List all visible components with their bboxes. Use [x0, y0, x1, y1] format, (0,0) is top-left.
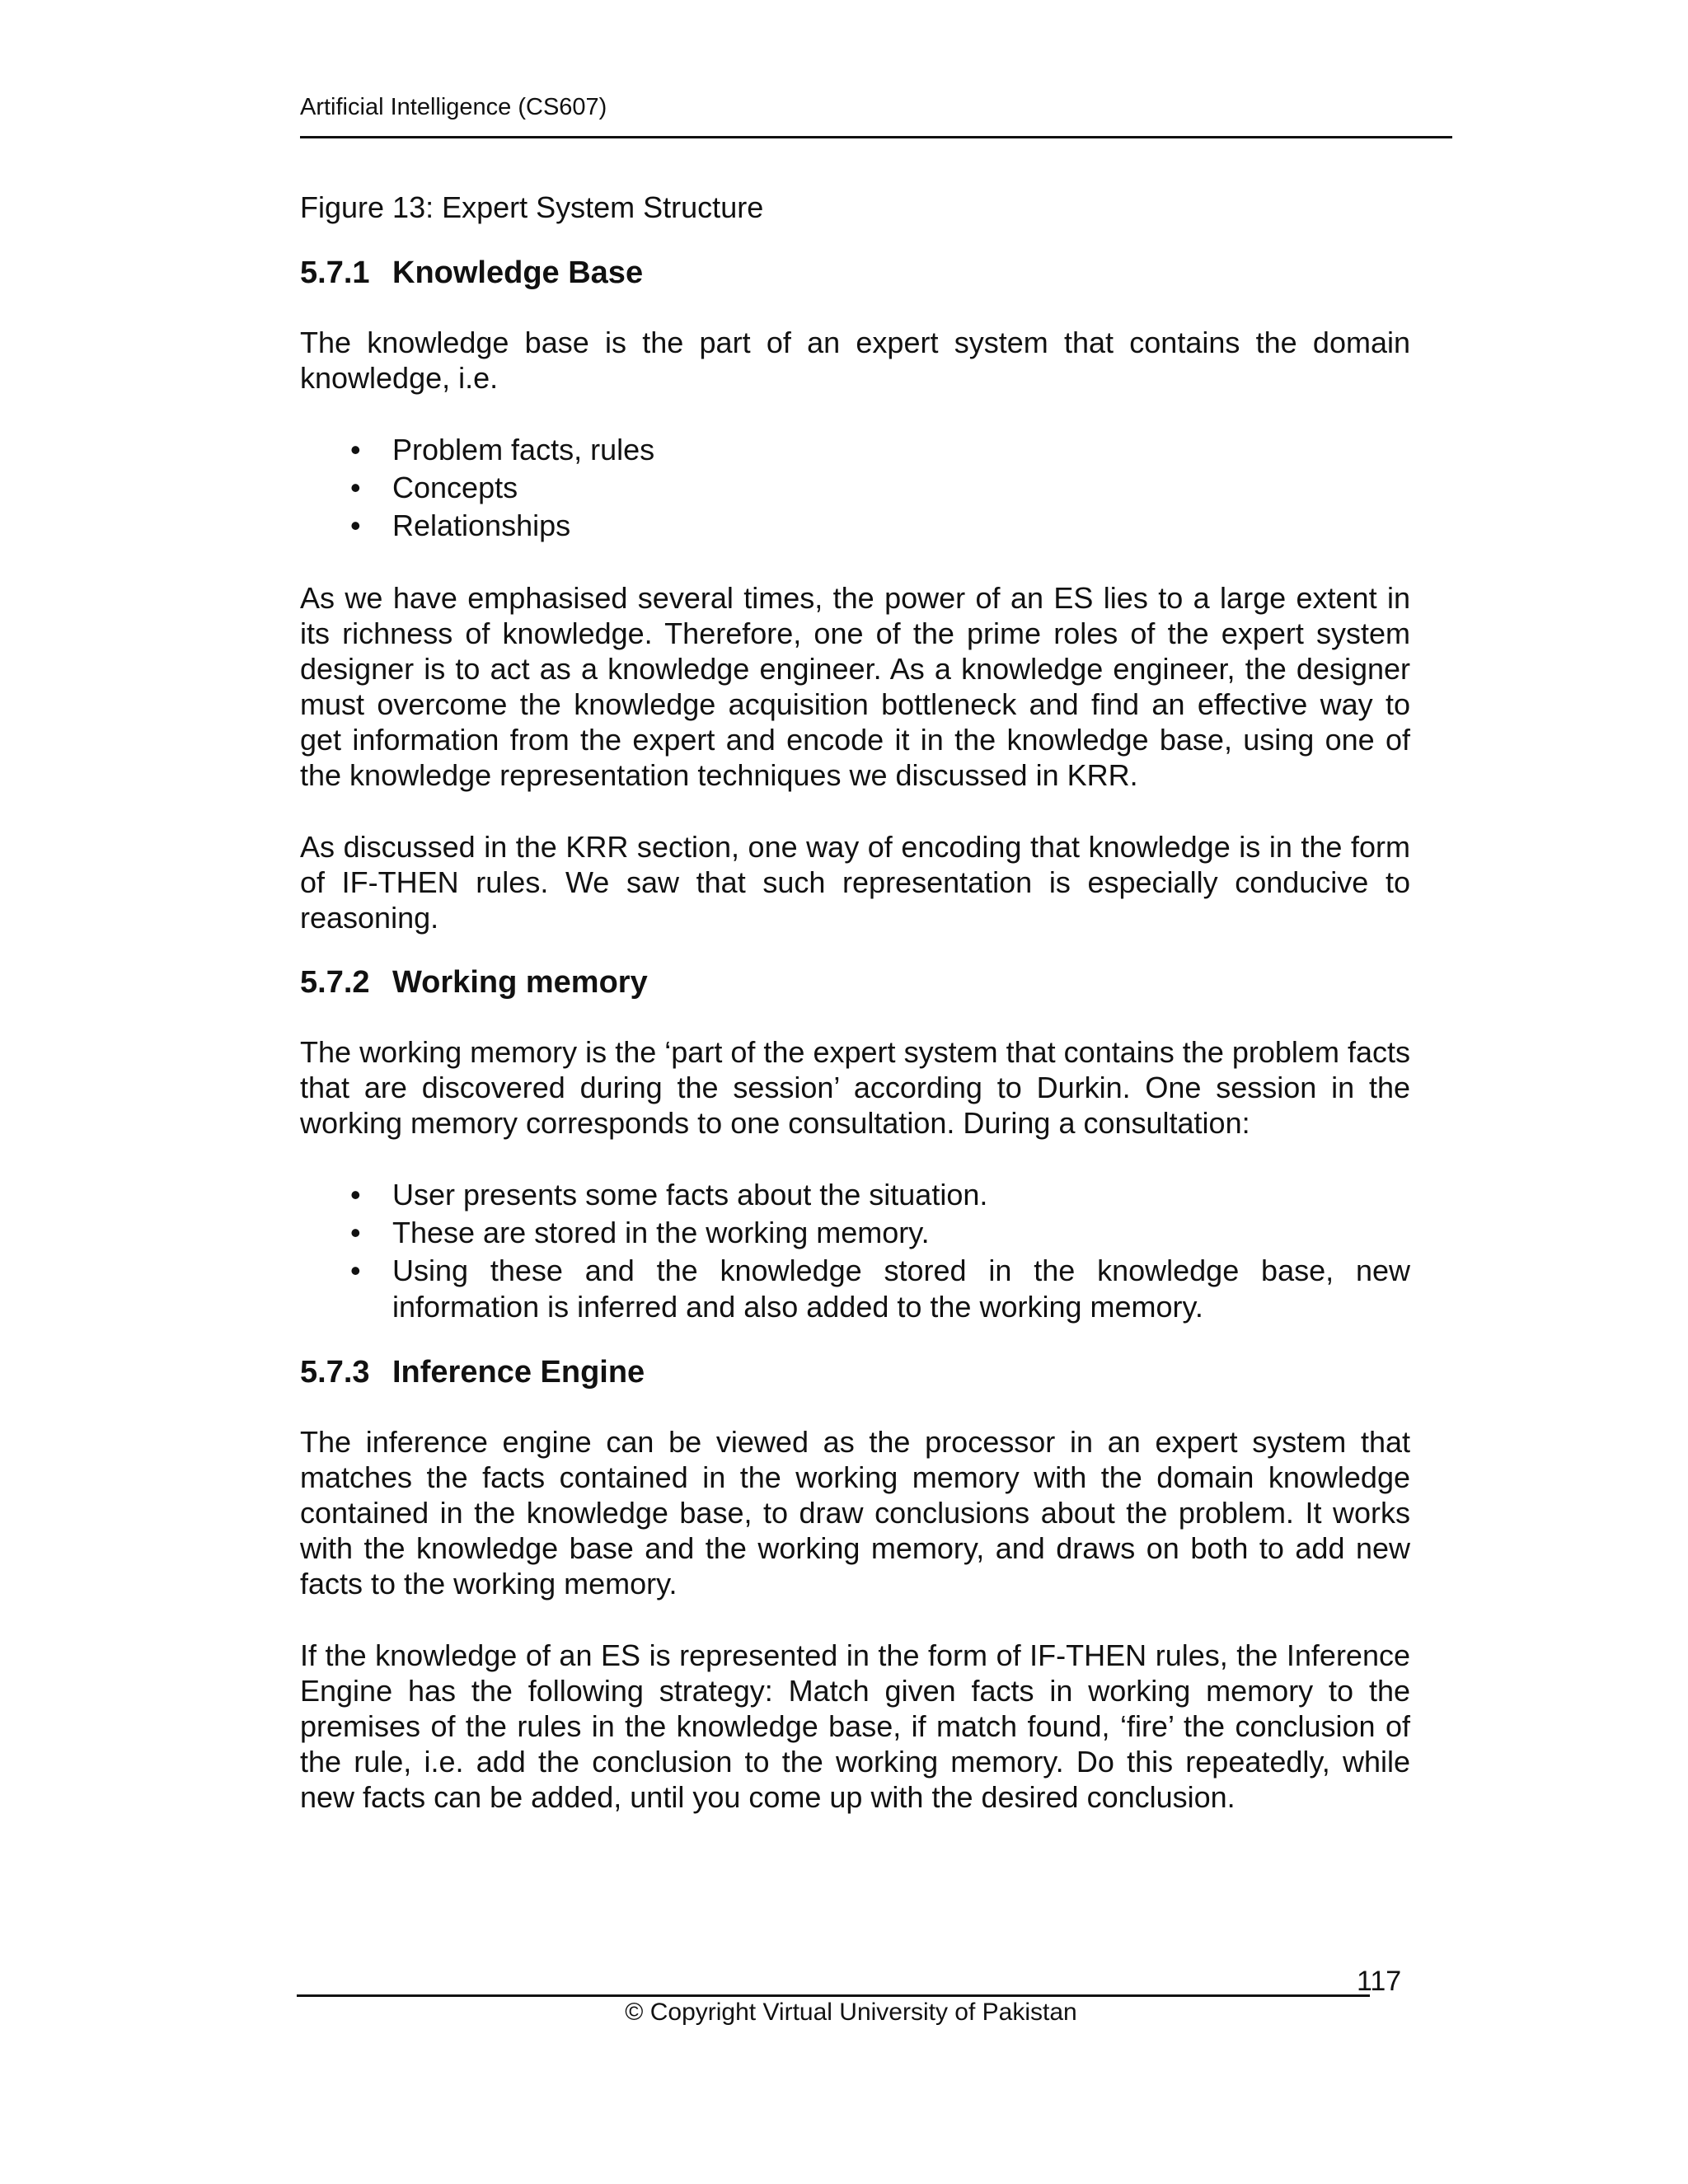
knowledge-base-list — [300, 432, 1410, 544]
knowledge-base-intro: The knowledge base is the part of an expert system that contains the domain knowledge, i.e. — [300, 326, 1410, 395]
heading-working-memory — [300, 963, 1410, 1001]
section-title: Inference Engine — [392, 1355, 645, 1390]
working-memory-list — [300, 1177, 1410, 1325]
list-item-text: User presents some facts about the situation. — [392, 1178, 988, 1212]
list-item-text: Concepts — [392, 471, 518, 504]
bullet-icon: • — [350, 1216, 361, 1249]
copyright-notice: © Copyright Virtual University of Pakistan — [625, 1999, 1077, 2026]
inference-engine-paragraph: If the knowledge of an ES is represented in the form of IF-THEN rules, the Inference Engine has the following strategy: Match given facts in working memory to the premises of the rules in the knowledge base, if match found, ‘fire’ the conclusion of the rule, i.e. add the conclusion to the working memory. Do this repeatedly, while new facts can be added, until you come up with the desired conclusion. — [300, 1638, 1410, 1814]
figure-caption: Figure 13: Expert System Structure — [300, 190, 764, 224]
list-item-text: Problem facts, rules — [392, 433, 655, 466]
bullet-icon: • — [350, 1254, 361, 1287]
list-item-text: Using these and the knowledge stored in the knowledge base, new information is inferred and also added to the working memory. — [392, 1254, 1410, 1324]
course-title: Artificial Intelligence (CS607) — [300, 94, 607, 120]
page-number: 117 — [1357, 1966, 1402, 1997]
list-item — [300, 1253, 1410, 1325]
knowledge-base-paragraph: As we have emphasised several times, the power of an ES lies to a large extent in its richness of knowledge. Therefore, one of the prime roles of the expert system designer is to act as a knowledge engineer. As a knowledge engineer, the designer must overcome the knowledge acquisition bottleneck and find an effective way to get information from the expert and encode it in the knowledge base, using one of the knowledge representation techniques we discussed in KRR. — [300, 581, 1410, 792]
bullet-icon: • — [350, 433, 361, 466]
page-content — [300, 190, 1410, 1815]
knowledge-base-paragraph: As discussed in the KRR section, one way of encoding that knowledge is in the form of IF-THEN rules. We saw that such representation is especially conducive to reasoning. — [300, 830, 1410, 935]
list-item-text: Relationships — [392, 509, 571, 542]
section-title: Knowledge Base — [392, 255, 644, 290]
list-item — [300, 432, 1410, 468]
bullet-icon: • — [350, 509, 361, 542]
section-number: 5.7.1 — [300, 255, 370, 290]
heading-inference-engine — [300, 1353, 1410, 1391]
list-item-text: These are stored in the working memory. — [392, 1216, 930, 1249]
heading-knowledge-base — [300, 254, 1410, 292]
section-number: 5.7.3 — [300, 1355, 370, 1390]
header-divider — [300, 136, 1452, 138]
bullet-icon: • — [350, 1178, 361, 1212]
list-item — [300, 1177, 1410, 1213]
list-item — [300, 1215, 1410, 1251]
list-item — [300, 508, 1410, 544]
working-memory-intro: The working memory is the ‘part of the expert system that contains the problem facts that are discovered during the session’ according to Durkin. One session in the working memory corresponds to one consultation. During a consultation: — [300, 1035, 1410, 1140]
section-number: 5.7.2 — [300, 965, 370, 1000]
list-item — [300, 470, 1410, 506]
section-title: Working memory — [392, 965, 648, 1000]
bullet-icon: • — [350, 471, 361, 504]
inference-engine-paragraph: The inference engine can be viewed as the processor in an expert system that matches the facts contained in the working memory with the domain knowledge contained in the knowledge base, to draw conclusions about the problem. It works with the knowledge base and the working memory, and draws on both to add new facts to the working memory. — [300, 1425, 1410, 1601]
footer-divider — [297, 1994, 1370, 1997]
